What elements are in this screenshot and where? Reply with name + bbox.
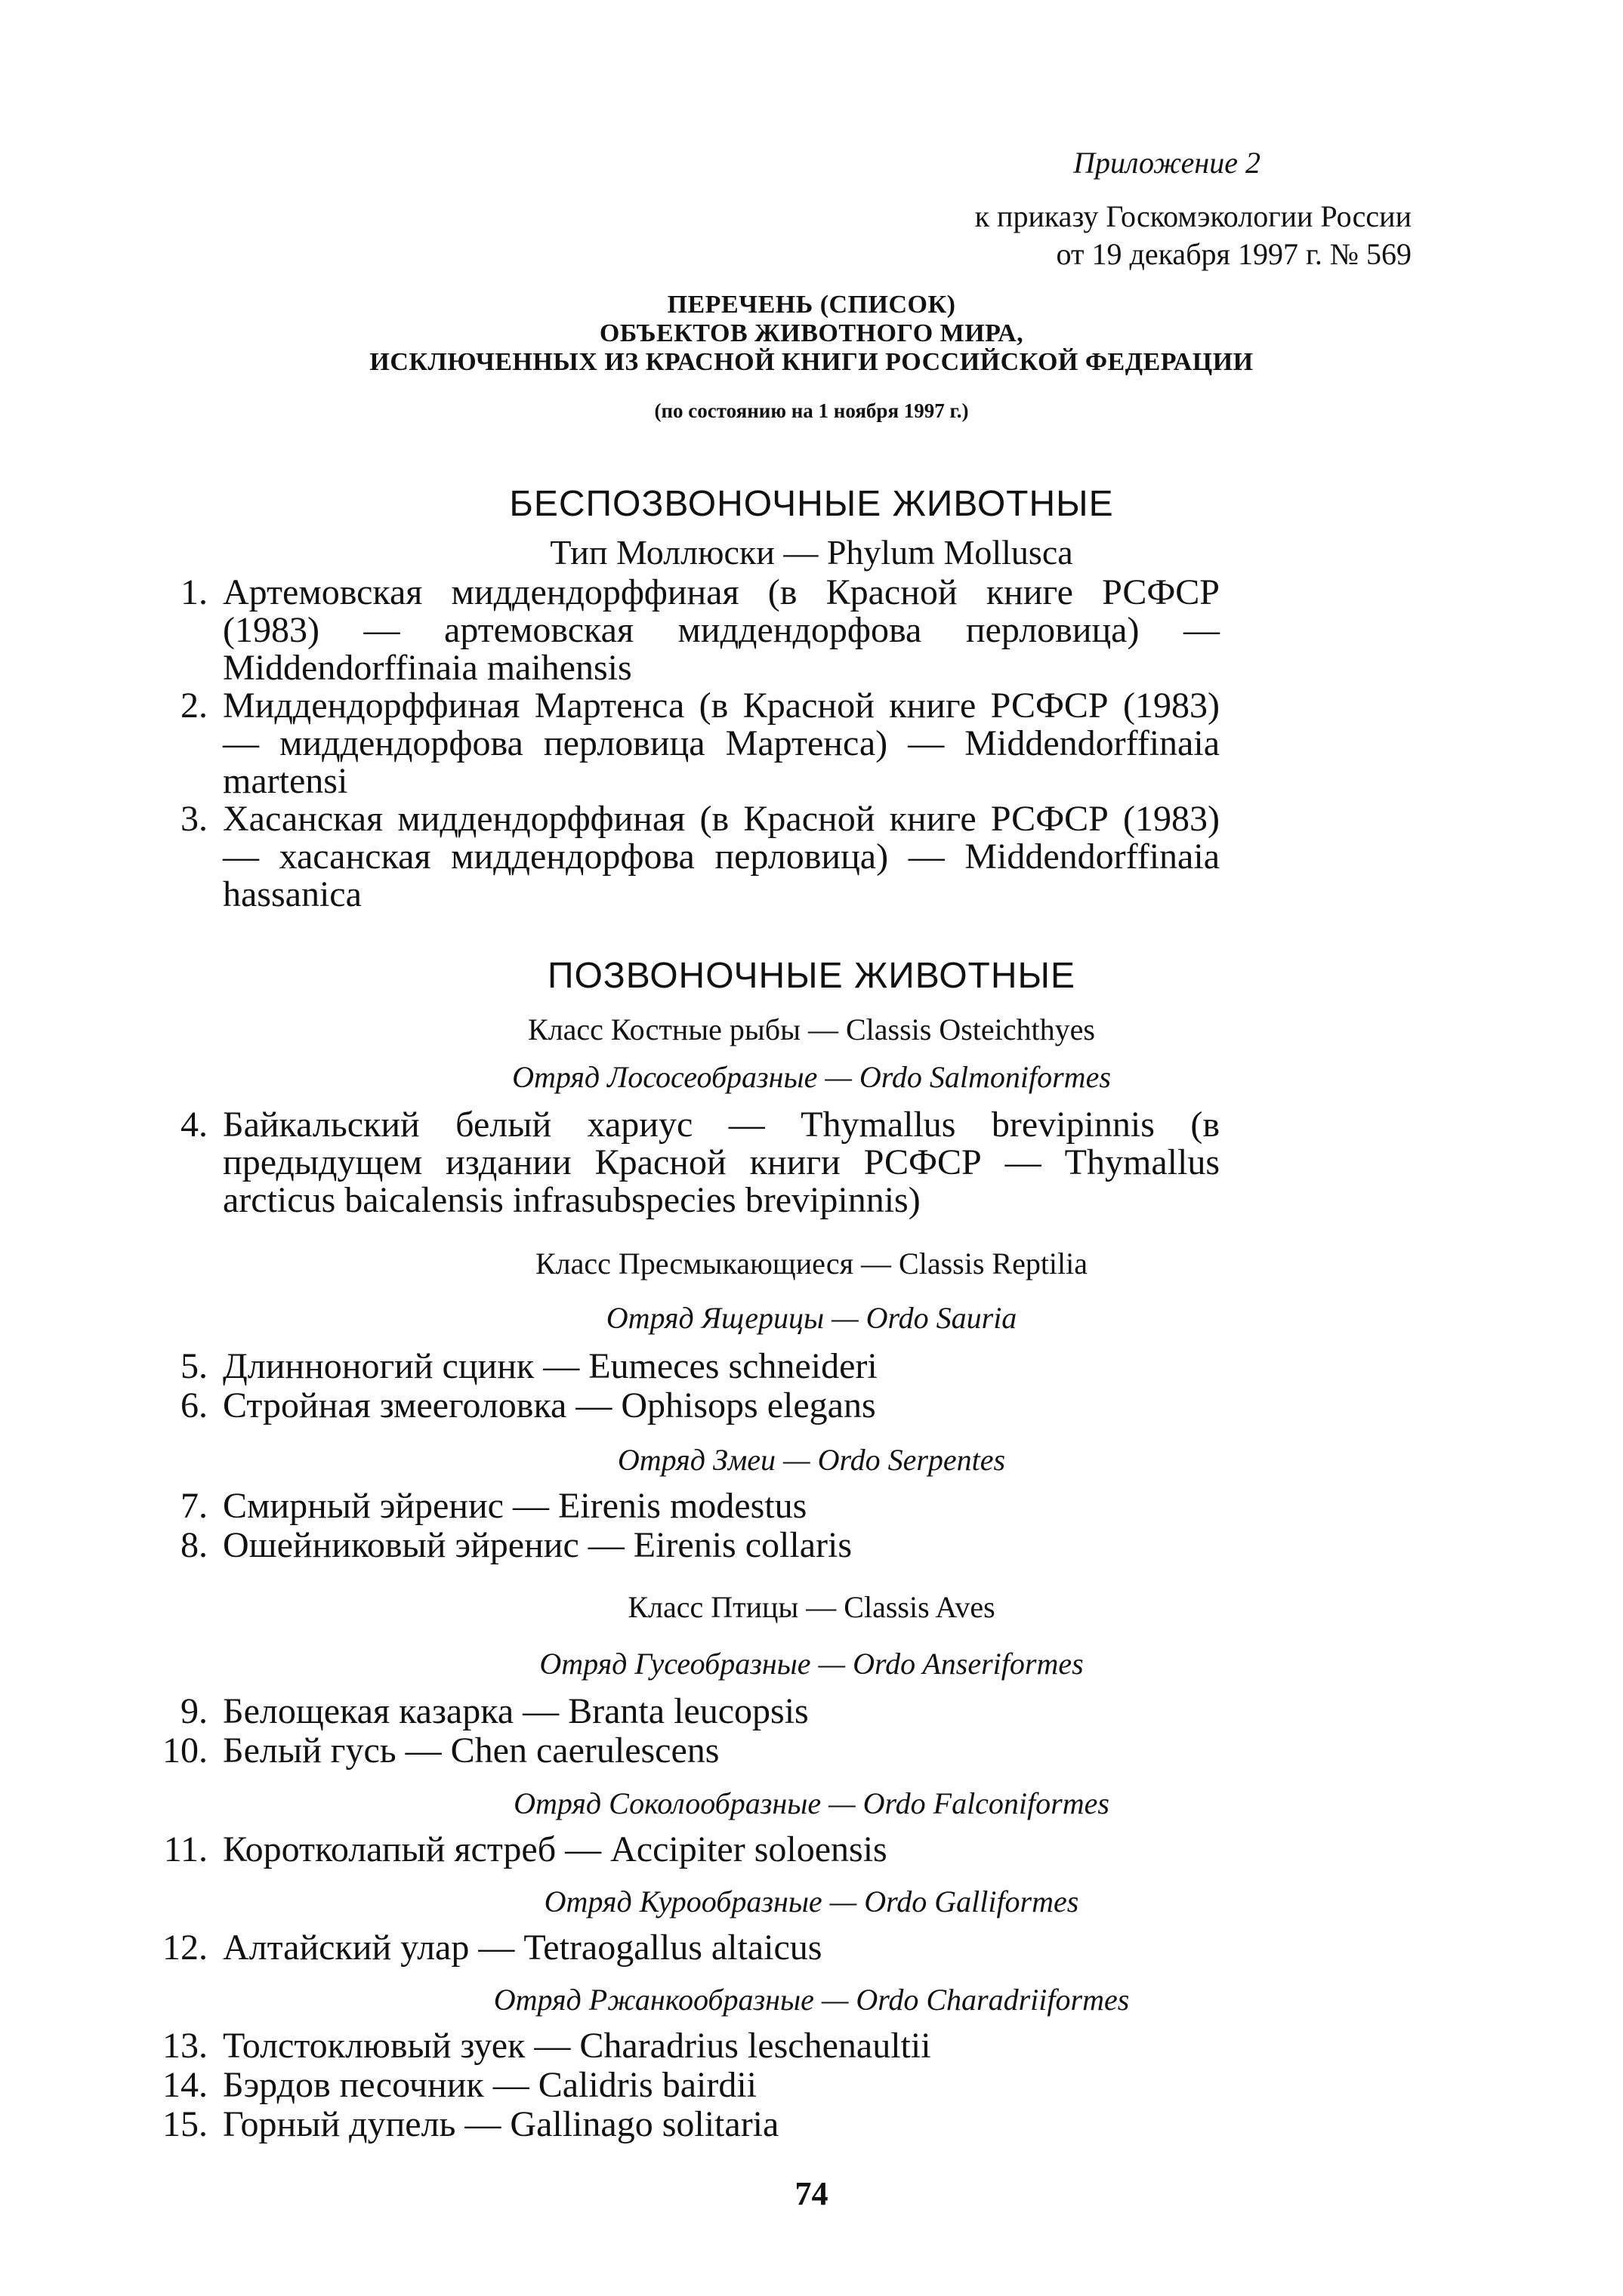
- list-item-4: [181, 1105, 1220, 1220]
- list-item-6: [181, 1385, 1220, 1425]
- item-text: Длинноногий сцинк — Eumeces schneideri: [223, 1346, 878, 1386]
- list-item-1: [181, 572, 1220, 688]
- list-item-13: [162, 2026, 1220, 2066]
- order-heading-snakes: Отряд Змеи — Ordo Serpentes: [617, 1443, 1006, 1477]
- list-item-14: [162, 2065, 1220, 2105]
- list-item-5: [181, 1346, 1220, 1386]
- item-text: Белый гусь — Chen caerulescens: [223, 1730, 720, 1771]
- item-number: 12.: [162, 1928, 208, 1968]
- section-heading-invertebrates: БЕСПОЗВОНОЧНЫЕ ЖИВОТНЫЕ: [509, 484, 1114, 524]
- appendix-label: Приложение 2: [1073, 146, 1260, 180]
- item-text: Белощекая казарка — Branta leucopsis: [223, 1691, 809, 1731]
- item-number: 4.: [181, 1105, 208, 1145]
- item-number: 9.: [181, 1691, 208, 1731]
- item-number: 14.: [162, 2065, 208, 2105]
- item-number: 1.: [181, 572, 208, 612]
- item-text: Байкальский белый хариус — Thymallus brevipinnis (в предыдущем издании Красной книги РСФСР — Thymallus arcticus baicalensis infrasubspecies brevipinnis): [223, 1105, 1220, 1220]
- section-heading-vertebrates: ПОЗВОНОЧНЫЕ ЖИВОТНЫЕ: [547, 956, 1076, 996]
- title-line-1: ПЕРЕЧЕНЬ (СПИСОК): [667, 291, 956, 319]
- item-number: 13.: [162, 2026, 208, 2066]
- list-item-2: [181, 686, 1220, 801]
- order-heading-charadriiformes: Отряд Ржанкообразные — Ordo Charadriiformes: [493, 1983, 1130, 2017]
- item-number: 3.: [181, 799, 208, 839]
- list-item-15: [162, 2104, 1220, 2144]
- item-number: 11.: [163, 1829, 208, 1869]
- list-item-8: [181, 1525, 1220, 1565]
- item-number: 7.: [181, 1486, 208, 1526]
- order-heading-galliformes: Отряд Курообразные — Ordo Galliformes: [544, 1885, 1079, 1918]
- order-heading-salmon: Отряд Лососеобразные — Ordo Salmoniformes: [512, 1060, 1111, 1094]
- document-title: [0, 291, 1623, 423]
- item-text: Горный дупель — Gallinago solitaria: [223, 2104, 779, 2144]
- order-line-2: от 19 декабря 1997 г. № 569: [1056, 237, 1412, 271]
- item-text: Хасанская миддендорффиная (в Красной книге РСФСР (1983) — хасанская миддендорфова перловица) — Middendorffinaia hassanica: [223, 799, 1220, 914]
- item-number: 8.: [181, 1525, 208, 1565]
- item-text: Алтайский улар — Tetraogallus altaicus: [223, 1928, 822, 1968]
- item-number: 15.: [162, 2104, 208, 2144]
- class-heading-reptiles: Класс Пресмыкающиеся — Classis Reptilia: [535, 1247, 1088, 1281]
- list-item-3: [181, 799, 1220, 914]
- item-number: 6.: [181, 1385, 208, 1425]
- item-text: Смирный эйренис — Eirenis modestus: [223, 1486, 807, 1526]
- title-line-3: ИСКЛЮЧЕННЫХ ИЗ КРАСНОЙ КНИГИ РОССИЙСКОЙ ФЕДЕРАЦИИ: [369, 348, 1254, 376]
- list-item-7: [181, 1486, 1220, 1526]
- item-text: Ошейниковый эйренис — Eirenis collaris: [223, 1525, 852, 1565]
- title-line-2: ОБЪЕКТОВ ЖИВОТНОГО МИРА,: [599, 319, 1024, 347]
- page-number: 74: [795, 2175, 828, 2212]
- item-number: 10.: [162, 1730, 208, 1771]
- title-subtitle: (по состоянию на 1 ноября 1997 г.): [654, 399, 969, 422]
- item-text: Миддендорффиная Мартенса (в Красной книге РСФСР (1983) — миддендорфова перловица Мартенса) — Middendorffinaia martensi: [223, 686, 1220, 801]
- list-item-12: [162, 1928, 1220, 1968]
- item-text: Стройная змееголовка — Ophisops elegans: [223, 1385, 876, 1425]
- list-item-10: [162, 1730, 1220, 1771]
- class-heading-fish: Класс Костные рыбы — Classis Osteichthyes: [528, 1012, 1095, 1046]
- order-heading-anseriformes: Отряд Гусеобразные — Ordo Anseriformes: [539, 1647, 1084, 1681]
- class-heading-birds: Класс Птицы — Classis Aves: [628, 1590, 995, 1624]
- item-number: 5.: [181, 1346, 208, 1386]
- list-item-11: [163, 1829, 1220, 1869]
- item-text: Бэрдов песочник — Calidris bairdii: [223, 2065, 757, 2105]
- list-item-9: [181, 1691, 1220, 1731]
- order-heading-lizards: Отряд Ящерицы — Ordo Sauria: [606, 1301, 1017, 1335]
- order-reference: [975, 198, 1412, 273]
- item-text: Толстоклювый зуек — Charadrius leschenaultii: [223, 2026, 931, 2066]
- order-line-1: к приказу Госкомэкологии России: [974, 199, 1412, 233]
- item-text: Артемовская миддендорффиная (в Красной книге РСФСР (1983) — артемовская миддендорфова перловица) — Middendorffinaia maihensis: [223, 572, 1220, 688]
- item-text: Коротколапый ястреб — Accipiter soloensis: [223, 1829, 887, 1869]
- order-heading-falconiformes: Отряд Соколообразные — Ordo Falconiformes: [514, 1786, 1109, 1820]
- phylum-heading: Тип Моллюски — Phylum Mollusca: [550, 533, 1073, 572]
- item-number: 2.: [181, 686, 208, 726]
